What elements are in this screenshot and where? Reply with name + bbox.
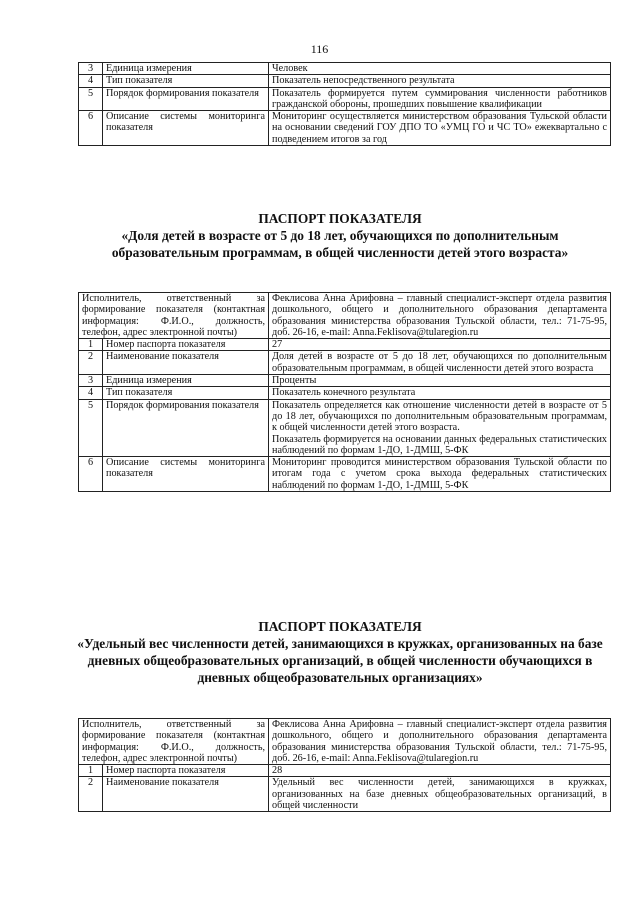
executor-value: Феклисова Анна Арифовна – главный специалист-эксперт отдела развития дошкольного, общего и дополнительного образования департамента образования министерства образования Тульской области, тел.: 71-75-95, доб. 26-16, e-mail: Anna.Feklisova@tularegion.ru	[269, 293, 611, 339]
row-label: Номер паспорта показателя	[103, 339, 269, 351]
table-row	[79, 339, 611, 351]
table-row	[79, 399, 611, 456]
row-number: 3	[79, 63, 103, 75]
table-row	[79, 765, 611, 777]
row-label: Единица измерения	[103, 63, 269, 75]
row-number: 2	[79, 777, 103, 812]
row-value: Мониторинг осуществляется министерством образования Тульской области на основании сведений ГОУ ДПО ТО «УМЦ ГО и ЧС ТО» ежеквартально с подведением итогов за год	[269, 111, 611, 146]
table-row	[79, 293, 611, 339]
row-label: Тип показателя	[103, 387, 269, 399]
row-value: Мониторинг проводится министерством образования Тульской области по итогам года с учетом срока выхода федеральных статистических наблюдений по формам 1-ДО, 1-ДМШ, 5-ФК	[269, 457, 611, 492]
row-label: Наименование показателя	[103, 777, 269, 812]
row-value: Проценты	[269, 375, 611, 387]
row-value: 27	[269, 339, 611, 351]
row-number: 4	[79, 75, 103, 87]
table-row	[79, 75, 611, 87]
passport-table-continued	[78, 62, 611, 146]
table-row	[79, 63, 611, 75]
row-number: 6	[79, 457, 103, 492]
passport-title: ПАСПОРТ ПОКАЗАТЕЛЯ	[258, 619, 422, 634]
executor-label: Исполнитель, ответственный за формирование показателя (контактная информация: Ф.И.О., должность, телефон, адрес электронной почты)	[79, 719, 269, 765]
row-label: Номер паспорта показателя	[103, 765, 269, 777]
table-row	[79, 111, 611, 146]
indicator-name-title: «Доля детей в возрасте от 5 до 18 лет, обучающихся по дополнительным образовательным программам, в общей численности детей этого возраста»	[111, 228, 569, 260]
section-heading	[70, 618, 610, 686]
row-label: Единица измерения	[103, 375, 269, 387]
passport-title: ПАСПОРТ ПОКАЗАТЕЛЯ	[258, 211, 422, 226]
executor-label: Исполнитель, ответственный за формирование показателя (контактная информация: Ф.И.О., должность, телефон, адрес электронной почты)	[79, 293, 269, 339]
row-number: 6	[79, 111, 103, 146]
row-number: 2	[79, 351, 103, 375]
passport-table	[78, 718, 611, 812]
row-value: Доля детей в возрасте от 5 до 18 лет, обучающихся по дополнительным образовательным программам, в общей численности детей этого возраста	[269, 351, 611, 375]
row-number: 5	[79, 399, 103, 456]
table-row	[79, 387, 611, 399]
row-label: Порядок формирования показателя	[103, 87, 269, 111]
indicator-name-title: «Удельный вес численности детей, занимающихся в кружках, организованных на базе дневных общеобразовательных организаций, в общей численности обучающихся в дневных общеобразовательных организациях»	[77, 636, 603, 685]
row-number: 4	[79, 387, 103, 399]
row-value: Показатель формируется путем суммирования численности работников гражданской обороны, прошедших повышение квалификации	[269, 87, 611, 111]
row-label: Тип показателя	[103, 75, 269, 87]
page-number: 116	[310, 42, 329, 56]
row-label: Порядок формирования показателя	[103, 399, 269, 456]
row-value-part2: Показатель формируется на основании данных федеральных статистических наблюдений по формам 1-ДО, 1-ДМШ, 5-ФК	[272, 433, 607, 456]
row-value: Показатель конечного результата	[269, 387, 611, 399]
row-label: Наименование показателя	[103, 351, 269, 375]
row-value: Удельный вес численности детей, занимающихся в кружках, организованных на базе дневных общеобразовательных организаций, в общей численности	[269, 777, 611, 812]
table-row	[79, 375, 611, 387]
table-row	[79, 87, 611, 111]
row-value: Показатель непосредственного результата	[269, 75, 611, 87]
table-row	[79, 719, 611, 765]
row-number: 5	[79, 87, 103, 111]
section-heading	[70, 210, 610, 261]
executor-value: Феклисова Анна Арифовна – главный специалист-эксперт отдела развития дошкольного, общего и дополнительного образования департамента образования министерства образования Тульской области, тел.: 71-75-95, доб. 26-16, e-mail: Anna.Feklisova@tularegion.ru	[269, 719, 611, 765]
row-number: 1	[79, 339, 103, 351]
table-row	[79, 351, 611, 375]
row-label: Описание системы мониторинга показателя	[103, 111, 269, 146]
row-value: 28	[269, 765, 611, 777]
passport-table	[78, 292, 611, 492]
table-row	[79, 457, 611, 492]
row-value-part1: Показатель определяется как отношение численности детей в возрасте от 5 до 18 лет, обучающихся по дополнительным образовательным программам, к общей численности детей этого возраста.	[272, 399, 607, 434]
row-number: 1	[79, 765, 103, 777]
row-value: Человек	[269, 63, 611, 75]
row-label: Описание системы мониторинга показателя	[103, 457, 269, 492]
table-row	[79, 777, 611, 812]
row-number: 3	[79, 375, 103, 387]
row-value	[269, 399, 611, 456]
